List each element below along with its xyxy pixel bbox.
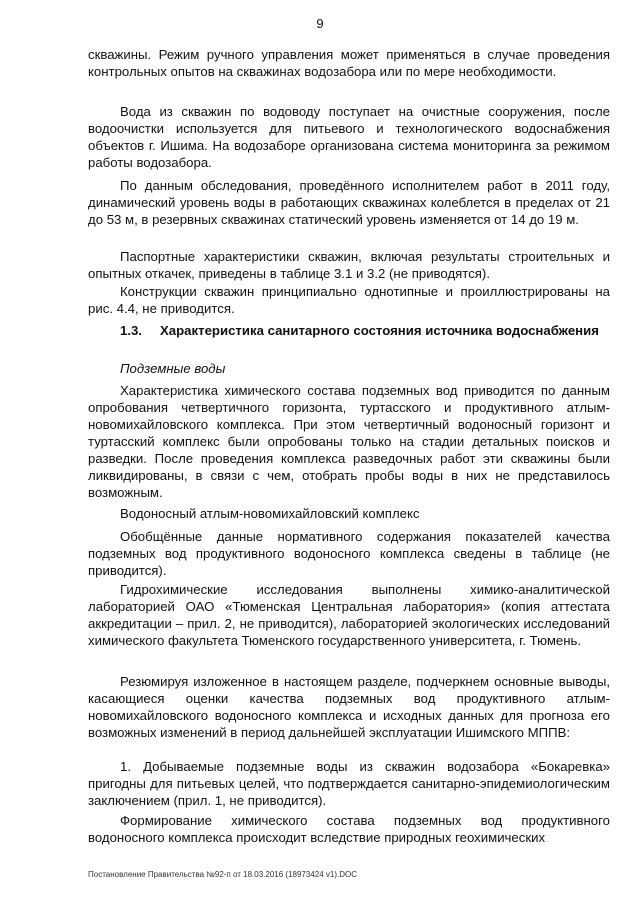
section-title: Характеристика санитарного состояния источника водоснабжения	[160, 323, 599, 338]
paragraph-1: скважины. Режим ручного управления может применяться в случае проведения контрольных опытов на скважинах водозабора или по мере необходимости.	[88, 47, 610, 79]
paragraph-generalized: Обобщённые данные нормативного содержания показателей качества подземных вод продуктивного водоносного комплекса сведены в таблице (не приводится).	[88, 529, 610, 578]
page-number: 9	[316, 16, 324, 31]
paragraph-formation: Формирование химического состава подземных вод продуктивного водоносного комплекса происходит вследствие природных геохимических	[88, 813, 610, 845]
subsection-complex: Водоносный атлым-новомихайловский комплекс	[120, 506, 420, 521]
paragraph-hydrochem: Гидрохимические исследования выполнены химико-аналитической лабораторией ОАО «Тюменская Центральная лаборатория» (копия аттестата аккредитации – прил. 2, не приводится), лабораторией экологических исследований химического факультета Тюменского государственного университета, г. Тюмень.	[88, 582, 610, 648]
paragraph-2: Вода из скважин по водоводу поступает на очистные сооружения, после водоочистки используется для питьевого и технологического водоснабжения объектов г. Ишима. На водозаборе организована система мониторинга за режимом работы водозабора.	[88, 104, 610, 170]
footer-document-id: Постановление Правительства №92-п от 18.03.2016 (18973424 v1).DOC	[88, 870, 358, 879]
paragraph-chemistry: Характеристика химического состава подземных вод приводится по данным опробования четвертичного горизонта, туртасского и продуктивного атлым-новомихайловского комплекса. При этом четвертичный водоносный горизонт и туртасский комплекс были опробованы только на стадии детальных поисков и разведки. После проведения комплекса разведочных работ эти скважины были ликвидированы, в связи с чем, отобрать пробы воды в них не представилось возможным.	[88, 383, 610, 500]
section-number: 1.3.	[120, 323, 142, 338]
paragraph-5: Конструкции скважин принципиально однотипные и проиллюстрированы на рис. 4.4, не приводится.	[88, 284, 610, 316]
paragraph-summary: Резюмируя изложенное в настоящем разделе, подчеркнем основные выводы, касающиеся оценки качества подземных вод продуктивного атлым-новомихайловского водоносного комплекса и исходных данных для прогноза его возможных изменений в период дальнейшей эксплуатации Ишимского МППВ:	[88, 674, 610, 740]
paragraph-3: По данным обследования, проведённого исполнителем работ в 2011 году, динамический уровень воды в работающих скважинах колеблется в пределах от 21 до 53 м, в резервных скважинах статический уровень изменяется от 14 до 19 м.	[88, 178, 610, 227]
subsection-groundwater: Подземные воды	[120, 361, 226, 376]
section-heading	[88, 322, 610, 339]
paragraph-4: Паспортные характеристики скважин, включая результаты строительных и опытных откачек, приведены в таблице 3.1 и 3.2 (не приводятся).	[88, 249, 610, 281]
paragraph-item-1: 1. Добываемые подземные воды из скважин водозабора «Бокаревка» пригодны для питьевых целей, что подтверждается санитарно-эпидемиологическим заключением (прил. 1, не приводится).	[88, 759, 610, 808]
